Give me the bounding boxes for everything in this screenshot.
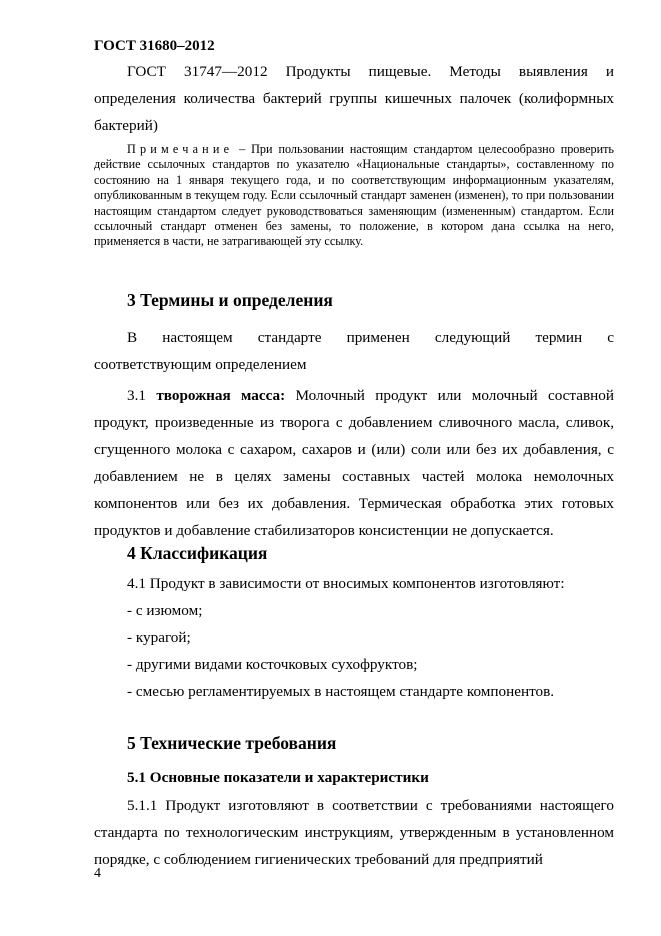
intro-word: В [127,329,138,346]
section-3-intro-line-2: соответствующим определением [94,356,307,373]
note-lead: Примечание [127,142,234,156]
ref-word: Методы [449,63,501,80]
reference-line-3: бактерий) [94,117,158,134]
ref-word: выявления [518,63,588,80]
note-block [94,142,614,250]
classification-item: - смесью регламентируемых в настоящем стандарте компонентов. [127,683,555,700]
reference-line-2: определения количества бактерий группы кишечных палочек (колиформных [94,90,614,107]
intro-word: с [607,329,614,346]
page-number: 4 [94,866,101,881]
section-3-title: 3 Термины и определения [127,290,333,310]
ref-word: пищевые. [368,63,432,80]
doc-header: ГОСТ 31680–2012 [94,38,215,54]
classification-item: - курагой; [127,629,191,646]
section-5-title: 5 Технические требования [127,733,337,753]
section-4-title: 4 Классификация [127,543,268,563]
term-name: творожная масса: [156,387,286,404]
term-number: 3.1 [127,387,157,404]
section-5-1-title: 5.1 Основные показатели и характеристики [127,769,429,786]
intro-word: применен [346,329,410,346]
classification-item: - с изюмом; [127,602,203,619]
ref-word: Продукты [285,63,351,80]
section-3-intro-line-1 [94,324,614,351]
reference-entry [94,58,614,139]
section-3-body [94,324,614,544]
reference-line-1 [94,58,614,85]
intro-word: следующий [434,329,511,346]
ref-word: и [605,63,614,80]
intro-word: стандарте [257,329,322,346]
intro-word: настоящем [162,329,233,346]
ref-word: ГОСТ [127,63,166,80]
ref-word: 31747—2012 [184,63,268,80]
term-definition-text: Молочный продукт или молочный составной продукт, произведенные из творога с добавлением сливочного масла, сливок, сгущенного молока с сахаром, сахаров и (или) соли или без их добавления, с добавлением не в целях замены составных частей молока немолочных компонентов или без их добавления. Термическая обработка этих готовых продуктов и добавление стабилизаторов консистенции не допускается. [94,387,614,539]
intro-word: термин [535,329,583,346]
note-text: – При пользовании настоящим стандартом целесообразно проверить действие ссылочных стандартов по указателю «Национальные стандарты», составленному по состоянию на 1 января текущего года, и по соответствующим информационным указателям, опубликованным в текущем году. Если ссылочный стандарт заменен (изменен), то при пользовании настоящим стандартом следует руководствоваться заменяющим (измененным) стандартом. Если ссылочный стандарт отменен без замены, то положение, в котором дана ссылка на него, применяется в части, не затрагивающей эту ссылку. [94,142,614,249]
classification-item: 4.1 Продукт в зависимости от вносимых компонентов изготовляют: [127,575,565,592]
section-5-1-1-paragraph: 5.1.1 Продукт изготовляют в соответствии с требованиями настоящего стандарта по технологическим инструкциям, утвержденным в установленном порядке, с соблюдением гигиенических требований для предприятий [94,797,614,868]
classification-item: - другими видами косточковых сухофруктов; [127,656,418,673]
term-definition [94,382,614,544]
